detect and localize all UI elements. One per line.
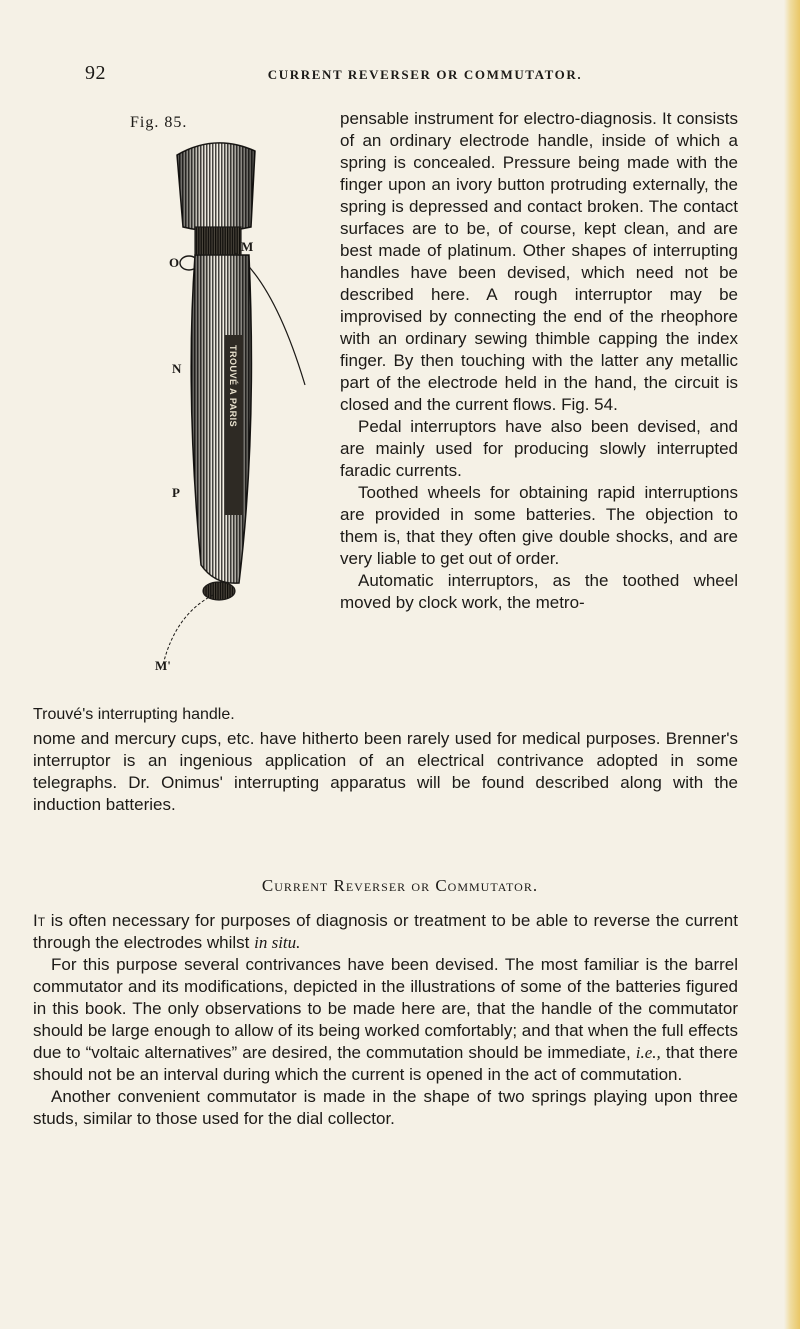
- running-title: CURRENT REVERSER OR COMMUTATOR.: [267, 67, 583, 82]
- lead-word: It: [33, 911, 46, 930]
- page-number: 92: [85, 62, 106, 84]
- paragraph: Automatic interruptors, as the toothed wheel moved by clock work, the metro-: [340, 571, 738, 612]
- side-column-text: [340, 108, 738, 614]
- running-head: [85, 62, 765, 90]
- paragraph: For this purpose several contrivances have been devised. The most familiar is the barrel commutator and its modifications, depicted in the illustrations of some of the batteries figured in this book. The only observations to be made here are, that the handle of the commutator should be large enough to allow of its being worked comfortably; and that when the full effects due to “voltaic alternatives” are desired, the commutation should be immediate, i.e., that there should not be an interval during which the current is opened in the act of commutation.: [33, 955, 738, 1084]
- paragraph: Pedal interruptors have also been devised, and are mainly used for producing slowly interrupted faradic currents.: [340, 417, 738, 480]
- full-width-text: [33, 728, 738, 816]
- figure-label: Fig. 85.: [130, 114, 188, 131]
- page-edge: [784, 0, 800, 1329]
- label-m: M: [241, 239, 254, 254]
- paragraph: It is often necessary for purposes of diagnosis or treatment to be able to reverse the current through the electrodes whilst in situ.: [33, 911, 738, 952]
- paragraph: Toothed wheels for obtaining rapid interruptions are provided in some batteries. The objection to them is, that they often give double shocks, and are very liable to get out of order.: [340, 483, 738, 568]
- figure-illustration: [155, 135, 315, 675]
- label-p: P: [172, 485, 180, 500]
- section-body: [33, 910, 738, 1130]
- section-heading: Current Reverser or Commutator.: [261, 876, 539, 895]
- figure-caption: Trouvé's interrupting handle.: [33, 706, 235, 723]
- paragraph: Another convenient commutator is made in the shape of two springs playing upon three studs, similar to those used for the dial collector.: [33, 1087, 738, 1128]
- label-o: O: [169, 255, 180, 270]
- engraved-text: TROUVÉ A PARIS: [228, 345, 238, 428]
- paragraph: pensable instrument for electro-diagnosis. It consists of an ordinary electrode handle, inside of which a spring is concealed. Pressure being made with the finger upon an ivory button protruding externally, the spring is depressed and contact broken. The contact surfaces are to be, of course, kept clean, and are best made of platinum. Other shapes of interrupting handles have been devised, which need not be described here. A rough interruptor may be improvised by connecting the end of the rheophore with an ordinary sewing thimble capping the index finger. By then touching with the latter any metallic part of the electrode held in the hand, the circuit is closed and the current flows. Fig. 54.: [340, 109, 738, 414]
- label-n: N: [172, 361, 182, 376]
- label-m-prime: M': [155, 658, 171, 673]
- paragraph: nome and mercury cups, etc. have hitherto been rarely used for medical purposes. Brenner's interruptor is an ingenious application of an electrical contrivance adopted in some telegraphs. Dr. Onimus' interrupting apparatus will be found described along with the induction batteries.: [33, 729, 738, 814]
